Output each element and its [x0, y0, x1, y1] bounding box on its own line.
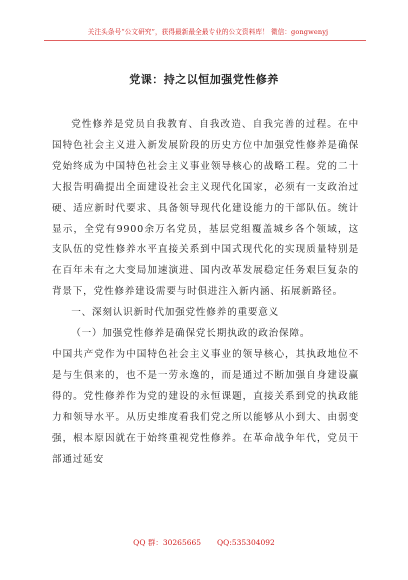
footer-qq: QQ:535304092 — [217, 538, 275, 547]
body-paragraph: 中国共产党作为中国特色社会主义事业的领导核心，其执政地位不是与生俱来的，也不是一劳永逸的，而是通过不断加强自身建设赢得的。党性修养作为党的建设的永恒课题，直接关系到党的执政能力和领导水平。从历史维度看我们党之所以能够从小到大、由弱变强，根本原因就在于始终重视党性修养。在革命战争年代，党员干部通过延安 — [52, 348, 359, 465]
header-notice: 关注头条号“公文研究”，获得最新最全最专业的公文资料库！ 微信：gongwenyj — [87, 28, 329, 36]
document-body — [52, 115, 359, 470]
header-divider — [44, 40, 366, 41]
footer-qq-group: QQ 群：30265665 — [133, 538, 202, 547]
document-title: 党课：持之以恒加强党性修养 — [129, 73, 279, 86]
footer-contact — [0, 537, 408, 548]
section-heading: 一、深刻认识新时代加强党性修养的重要意义 — [71, 307, 280, 319]
body-paragraph: 党性修养是党员自我教育、自我改造、自我完善的过程。在中国特色社会主义进入新发展阶段的历史方位中加强党性修养是确保党始终成为中国特色社会主义事业领导核心的战略工程。党的二十大报告明确提出全面建设社会主义现代化国家，必须有一支政治过硬、适应新时代要求、具备领导现代化建设能力的干部队伍。统计显示，全党有9900余万名党员，基层党组覆盖城乡各个领域，这支队伍的党性修养水平直接关系到中国式现代化的实现质量特别是在百年未有之大变局加速演进、国内改革发展稳定任务艰巨复杂的背景下，党性修养建设需要与时俱进注入新内涵、拓展新路径。 — [52, 119, 359, 298]
subsection-heading: （一）加强党性修养是确保党长期执政的政治保障。 — [71, 328, 311, 340]
